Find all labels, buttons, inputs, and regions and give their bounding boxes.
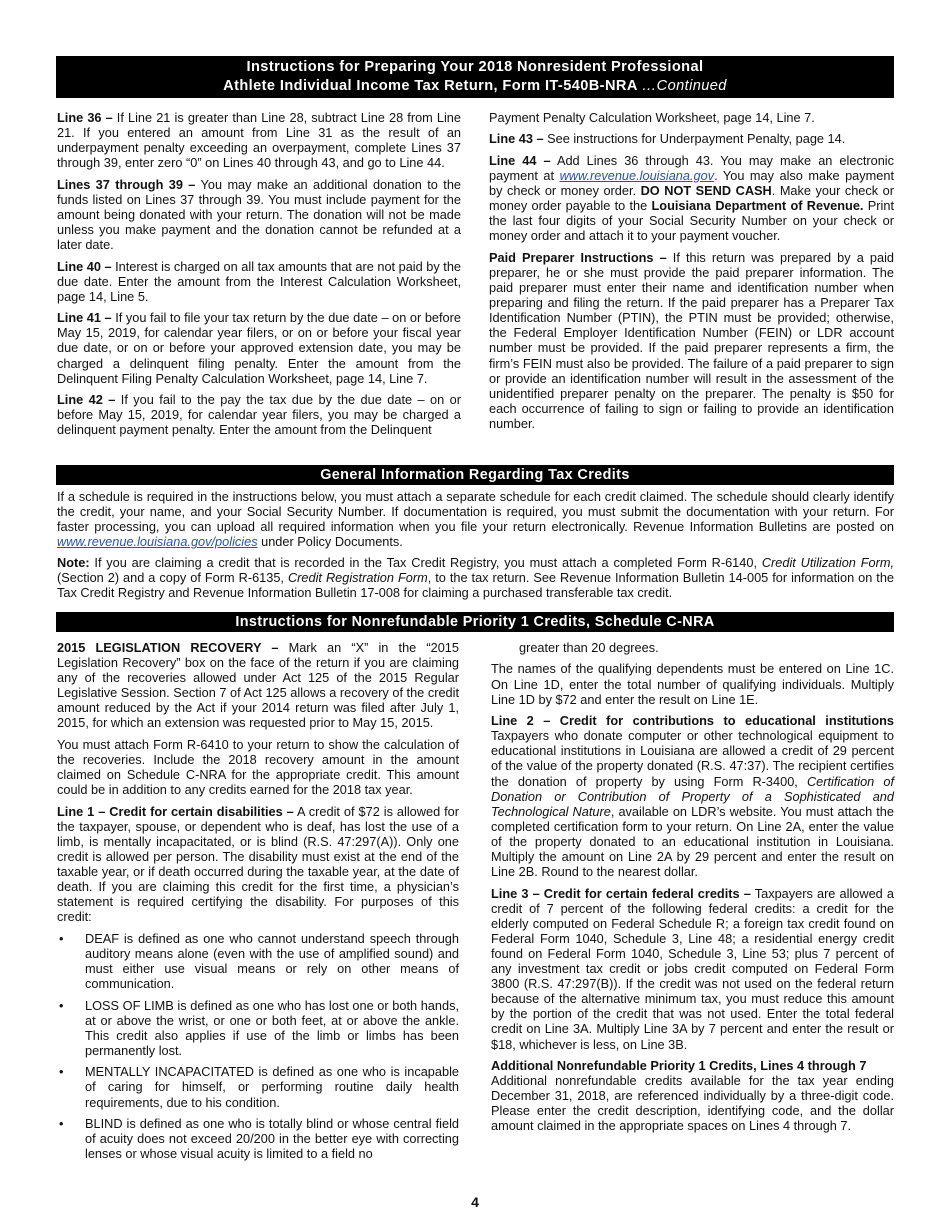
policies-link[interactable]: www.revenue.louisiana.gov/policies xyxy=(57,534,258,550)
lines-37-39-paragraph: Lines 37 through 39 – You may make an additional donation to the funds listed on Lines 37 through 39. You must include payment for the amount being donated with your return. The donation will not be made unless you make payment and the donation cannot be refunded at a later date. xyxy=(57,176,461,253)
blind-continued: greater than 20 degrees. xyxy=(519,640,659,655)
bullet-icon: • xyxy=(59,997,64,1013)
form-r6410-paragraph: You must attach Form R-6410 to your return to show the calculation of the recoveries. Include the 2018 recovery amount in the amount claimed on Schedule C-NRA for the appropriate credit. This amount could be in addition to any credits earned for the 2018 tax year. xyxy=(57,736,459,798)
line-41-paragraph: Line 41 – If you fail to file your tax return by the due date – on or before May 15, 2019, for calendar year filers, or on or before your fiscal year due date, or on or before your approved extension date, you may be charged a delinquent filing penalty. Enter the amount from the Delinquent Filing Penalty Calculation Worksheet, page 14, Line 7. xyxy=(57,310,461,386)
page-header-banner xyxy=(56,56,894,98)
bullet-loss-of-limb: • LOSS OF LIMB is defined as one who has lost one or both hands, at or above the wrist, or one or both feet, at or above the ankle. This credit also applies if use of the limb or limbs has been permanently lost. xyxy=(59,997,459,1058)
dependents-paragraph: The names of the qualifying dependents must be entered on Line 1C. On Line 1D, enter the total number of qualifying individuals. Multiply Line 1D by $72 and enter the result on Line 1E. xyxy=(491,661,894,707)
header-line-2: Athlete Individual Income Tax Return, Form IT-540B-NRA …Continued xyxy=(223,78,727,94)
line-3-paragraph: Line 3 – Credit for certain federal credits – Taxpayers are allowed a credit of 7 percent of the following federal credits: a credit for the elderly computed on Federal Schedule R; a foreign tax credit found on Federal Form 1040, Schedule 3, Line 48; a residential energy credit found on Federal Form 1040, Schedule 3, Line 53; plus 7 percent of any investment tax credit or jobs credit computed on Federal Form 3800 (R.S. 47:297(B)). If the credit was not used on the federal return because of the alternative minimum tax, you must reduce this amount by the portion of the credit that was not used. Enter the total federal credit on Line 3A. Multiply Line 3A by 7 percent and enter the result or $18, whichever is less, on Line 3B. xyxy=(491,885,894,1052)
right-column-top xyxy=(489,110,894,437)
bullet-icon: • xyxy=(59,1064,64,1080)
line-43-paragraph: Line 43 – See instructions for Underpayment Penalty, page 14. xyxy=(489,131,846,147)
left-column-top xyxy=(57,110,461,444)
bullet-blind: • BLIND is defined as one who is totally blind or whose central field of acuity does not exceed 20/200 in the better eye with correcting lenses or whose visual acuity is limited to a field no xyxy=(59,1116,459,1162)
page-number: 4 xyxy=(471,1194,479,1210)
revenue-website-link[interactable]: www.revenue.louisiana.gov xyxy=(559,168,715,184)
line-1-paragraph: Line 1 – Credit for certain disabilities – A credit of $72 is allowed for the taxpayer, spouse, or dependent who is deaf, has lost the use of a limb, is mentally incapacitated, or is blind (R.S. 47:297(A)). Only one credit is allowed per person. The disability must exist at the end of the taxable year, or if death occurred during the taxable year, at the date of death. If you are claiming this credit for the first time, a physician’s statement is required certifying the disability. For purposes of this credit: xyxy=(57,803,459,925)
left-column-bottom xyxy=(57,640,459,1168)
line-2-paragraph: Line 2 – Credit for contributions to educational institutions Taxpayers who donate computer or other technological equipment to educational institutions in Louisiana are allowed a credit of 29 percent of the value of the property donated (R.S. 47:37). The recipient certifies the donation of property by using Form R-3400, Certification of Donation or Contribution of Property of a Sophisticated and Technological Nature, available on LDR’s website. You must attach the completed certification form to your return. On Line 2A, enter the value of the property donated to an educational institution in Louisiana. Multiply the amount on Line 2A by 29 percent and enter the result on Line 2B. Round to the nearest dollar. xyxy=(491,713,894,880)
general-info-section xyxy=(57,489,894,606)
paid-preparer-paragraph: Paid Preparer Instructions – If this return was prepared by a paid preparer, he or she must provide the paid preparer information. The paid preparer must enter their name and identification number when preparing and filing the return. If the paid preparer has a Preparer Tax Identification Number (PTIN), the PTIN must be provided; otherwise, the Federal Employer Identification Number (FEIN) or LDR account number must be provided. If the paid preparer represents a firm, the firm’s FEIN must also be provided. The failure of a paid preparer to sign or provide an identification number will result in the assessment of the unidentified preparer penalty on the preparer. The penalty is $50 for each occurrence of failing to sign or failing to provide an identification number. xyxy=(489,249,895,431)
additional-credits-paragraph: Additional nonrefundable credits available for the tax year ending December 31, 2018, are referenced individually by a three-digit code. Please enter the credit description, identifying code, and the dollar amount claimed in the appropriate spaces on Lines 4 through 7. xyxy=(491,1073,894,1134)
bullet-mentally-incapacitated: • MENTALLY INCAPACITATED is defined as one who is incapable of caring for himself, or performing routine daily health requirements, due to his condition. xyxy=(59,1064,459,1110)
general-info-paragraph: If a schedule is required in the instructions below, you must attach a separate schedule for each credit claimed. The schedule should clearly identify the credit, your name, and your Social Security Number. If documentation is required, you must submit the documentation with your return. For faster processing, you can upload all required information when you file your return electronically. Revenue Information Bulletins are posted on www.revenue.louisiana.gov/policies under Policy Documents. xyxy=(57,489,894,550)
line-44-paragraph: Line 44 – Add Lines 36 through 43. You may make an electronic payment at www.revenue.louisiana.gov. You may also make payment by check or money order. DO NOT SEND CASH. Make your check or money order payable to the Louisiana Department of Revenue. Print the last four digits of your Social Security Number on your check or money order and attach it to your payment voucher. xyxy=(489,152,894,244)
legislation-recovery-paragraph: 2015 LEGISLATION RECOVERY – Mark an “X” in the “2015 Legislation Recovery” box on the face of the return if you are claiming any of the recoveries allowed under Act 125 of the 2015 Regular Legislative Session. Section 7 of Act 125 allows a recovery of the credit amount reduced by the Act if your 2014 return was filed after July 1, 2015, for which an extension was requested prior to May 15, 2015. xyxy=(57,640,459,731)
right-column-bottom xyxy=(491,640,894,1140)
line-42-continued: Payment Penalty Calculation Worksheet, page 14, Line 7. xyxy=(489,110,815,125)
line-40-paragraph: Line 40 – Interest is charged on all tax amounts that are not paid by the due date. Enter the amount from the Interest Calculation Worksheet, page 14, Line 5. xyxy=(57,258,461,304)
line-36-paragraph: Line 36 – If Line 21 is greater than Line 28, subtract Line 28 from Line 21. If you entered an amount from Line 31 as the result of an underpayment penalty exceeding an overpayment, complete Lines 37 through 39, enter zero “0” on Lines 40 through 43, and go to Line 44. xyxy=(57,110,461,171)
bullet-icon: • xyxy=(59,1116,64,1132)
general-info-banner: General Information Regarding Tax Credits xyxy=(56,465,894,485)
header-continued: …Continued xyxy=(641,78,727,94)
schedule-banner: Instructions for Nonrefundable Priority 1 Credits, Schedule C-NRA xyxy=(56,612,894,632)
header-line-1: Instructions for Preparing Your 2018 Nonresident Professional xyxy=(246,59,704,75)
additional-credits-heading: Additional Nonrefundable Priority 1 Credits, Lines 4 through 7 xyxy=(491,1058,867,1073)
bullet-icon: • xyxy=(59,930,64,946)
line-42-paragraph: Line 42 – If you fail to the pay the tax due by the due date – on or before May 15, 2019, for calendar year filers, you may be charged a delinquent payment penalty. Enter the amount from the Delinquent xyxy=(57,392,461,438)
bullet-deaf: • DEAF is defined as one who cannot understand speech through auditory means alone (even with the use of amplified sound) and must either use visual means or rely on other means of communication. xyxy=(59,930,459,992)
note-paragraph: Note: If you are claiming a credit that is recorded in the Tax Credit Registry, you must attach a completed Form R-6140, Credit Utilization Form, (Section 2) and a copy of Form R-6135, Credit Registration Form, to the tax return. See Revenue Information Bulletin 14-005 for information on the Tax Credit Registry and Revenue Information Bulletin 17-008 for claiming a purchased transferable tax credit. xyxy=(57,554,895,601)
